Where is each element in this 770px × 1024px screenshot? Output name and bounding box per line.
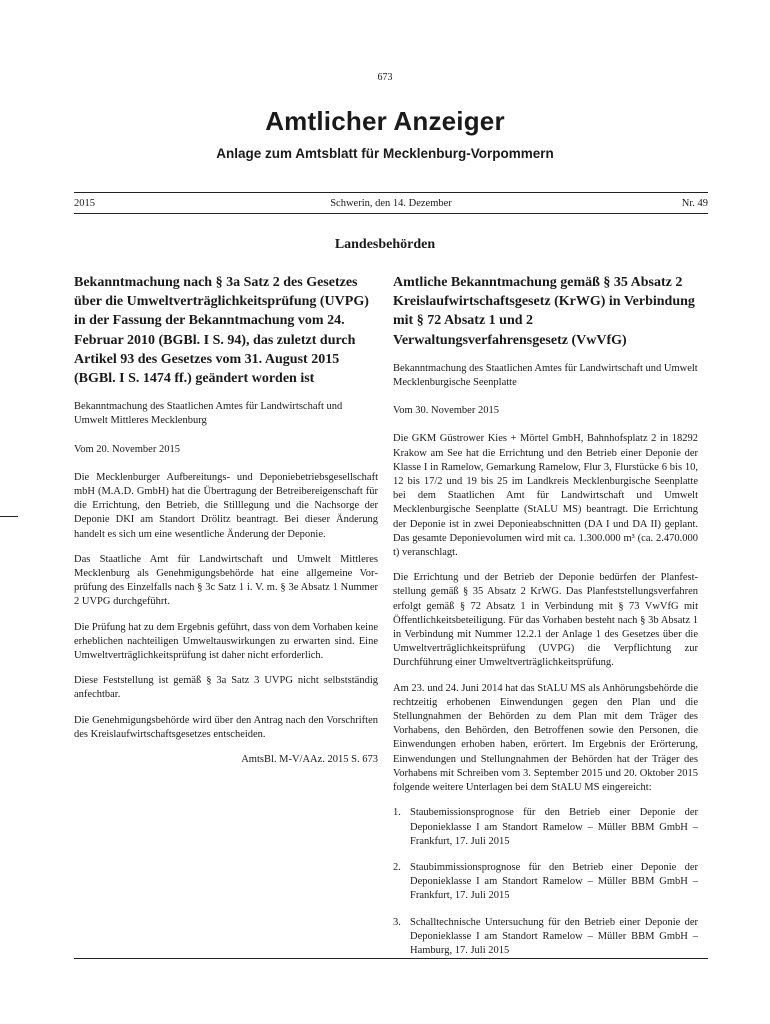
- left-article-paragraph: Die Genehmigungsbehörde wird über den Antrag nach den Vorschriften des Kreislaufwirtschaftsgesetzes entscheiden.: [74, 714, 378, 740]
- right-article-authority: Bekanntmachung des Staatlichen Amtes für Landwirtschaft und Umwelt Mecklenburgische Seenplatte: [393, 362, 698, 389]
- section-heading: Landesbehörden: [334, 237, 436, 252]
- issue-year: 2015: [74, 198, 95, 209]
- right-article-title: Amtliche Bekanntmachung gemäß § 35 Absatz 2 Kreislaufwirtschaftsgesetz (KrWG) in Verbindung mit § 72 Absatz 1 und 2 Verwaltungsverfahrensgesetz (VwVfG): [393, 275, 695, 348]
- list-item-text: Staubimmissionsprognose für den Betrieb einer Deponie der Deponieklasse I am Standort Ramelow – Müller BBM GmbH – Frankfurt, 17. Juli 2015: [410, 861, 698, 902]
- list-item-number: 1.: [393, 807, 401, 819]
- issue-place-date: Schwerin, den 14. Dezember: [330, 198, 452, 209]
- footer-rule: [74, 958, 708, 959]
- right-article: [393, 273, 698, 970]
- right-article-date: Vom 30. November 2015: [393, 405, 499, 417]
- list-item-number: 2.: [393, 861, 401, 873]
- issue-line: [74, 198, 708, 212]
- left-article: [74, 273, 378, 778]
- right-article-paragraph: Die GKM Güstrower Kies + Mörtel GmbH, Bahnhofsplatz 2 in 18292 Krakow am See hat die Errichtung und den Betrieb einer Deponie der Klasse I in Ramelow, Gemarkung Ramelow, Flur 3, Flurstücke 6 bis 10, 12 bis 17/2 und 19 bis 25 im Landkreis Mecklenburgische Seenplatte bei dem Staatlichen Amt für Landwirtschaft und Umwelt Mecklenburgische Seenplatte (StALU MS) beantragt. Die Errichtung der Deponie ist in zwei Deponieabschnitten (DA I und DA II) geplant. Das gesamte Deponievolumen wird mit ca. 1.300.000 m³ (ca. 2.470.000 t) veranschlagt.: [393, 433, 698, 559]
- header-rule-bottom: [74, 213, 708, 214]
- page-number: 673: [377, 72, 393, 83]
- right-article-paragraph: Am 23. und 24. Juni 2014 hat das StALU MS als Anhörungsbehörde die rechtzeitig erhobenen Einwendungen gegen den Plan und die Stellungnahmen der Behörden zu dem Plan mit dem Träger des Vorhabens, den Behörden, den Betroffenen sowie den Personen, die Einwendungen erhoben haben, erörtert. Im Ergebnis der Erörterung, Einwendungen und Stellungnahmen der Behörden hat der Träger des Vorhabens mit Schreiben vom 3. September 2015 und 20. Oktober 2015 folgende weitere Unterlagen bei dem StALU MS eingereicht:: [393, 682, 698, 794]
- left-article-paragraph: Diese Feststellung ist gemäß § 3a Satz 3 UVPG nicht selbstständig anfechtbar.: [74, 675, 378, 701]
- left-article-paragraph: Die Mecklenburger Aufbereitungs- und Deponiebetriebsgesellschaft mbH (M.A.D. GmbH) hat die Übertragung der Betreibereigenschaft für die Errichtung, den Betrieb, die Stilllegung und die Nachsorge der Deponie DKI am Standort Drölitz beantragt. Bei dieser Änderung handelt es sich um eine wesentliche Änderung der Deponie.: [74, 471, 378, 540]
- margin-mark: [0, 516, 18, 517]
- right-article-paragraph: Die Errichtung und der Betrieb der Deponie bedürfen der Planfeststellung gemäß § 35 Absatz 2 KrWG. Das Planfeststellungsverfahren erfolgt gemäß § 72 Absatz 1 in Verbindung mit § 73 VwVfG mit Öffentlichkeitsbeteiligung. Für das Vorhaben besteht nach § 3b Absatz 1 in Verbindung mit Nummer 12.2.1 der Anlage 1 des Gesetzes über die Umweltverträglichkeitsprüfung (UVPG) die Verpflichtung zur Durchführung einer Umweltverträglichkeitsprüfung.: [393, 572, 698, 669]
- left-article-date: Vom 20. November 2015: [74, 443, 180, 455]
- masthead-title: Amtlicher Anzeiger: [265, 106, 505, 136]
- issue-number: Nr. 49: [681, 198, 708, 209]
- left-article-reference: AmtsBl. M-V/AAz. 2015 S. 673: [241, 754, 378, 766]
- left-article-title: Bekanntmachung nach § 3a Satz 2 des Gesetzes über die Umweltverträglichkeitsprüfung (UVPG) in der Fassung der Bekanntmachung vom 24. Februar 2010 (BGBl. I S. 94), das zuletzt durch Artikel 93 des Gesetzes vom 31. August 2015 (BGBl. I S. 1474 ff.) geändert worden ist: [74, 275, 369, 387]
- list-item-number: 3.: [393, 916, 401, 928]
- document-list-item: [393, 916, 698, 959]
- document-list-item: [393, 806, 698, 849]
- list-item-text: Schalltechnische Untersuchung für den Betrieb einer Deponie der Deponieklasse I am Standort Ramelow – Müller BBM GmbH – Hamburg, 17. Juli 2015: [410, 916, 698, 956]
- masthead-subtitle: Anlage zum Amtsblatt für Mecklenburg-Vorpommern: [216, 146, 554, 161]
- left-article-paragraph: Das Staatliche Amt für Landwirtschaft und Umwelt Mittleres Mecklenburg als Genehmigungsbehörde hat eine allgemeine Vorprüfung des Einzelfalls nach § 3c Satz 1 i. V. m. § 3e Absatz 1 Nummer 2 UVPG durchgeführt.: [74, 553, 378, 608]
- left-article-authority: Bekanntmachung des Staatlichen Amtes für Landwirtschaft und Umwelt Mittleres Mecklenburg: [74, 401, 343, 427]
- left-article-paragraph: Die Prüfung hat zu dem Ergebnis geführt, dass von dem Vorhaben keine erheblichen nachteiligen Umweltauswirkungen zu erwarten sind. Eine Umweltverträglichkeitsprüfung ist daher nicht erforderlich.: [74, 621, 378, 662]
- header-rule-top: [74, 192, 708, 193]
- document-list: [393, 806, 698, 958]
- list-item-text: Staubemissionsprognose für den Betrieb einer Deponie der Deponieklasse I am Standort Ramelow – Müller BBM GmbH – Frankfurt, 17. Juli 2015: [410, 807, 698, 847]
- document-list-item: [393, 861, 698, 904]
